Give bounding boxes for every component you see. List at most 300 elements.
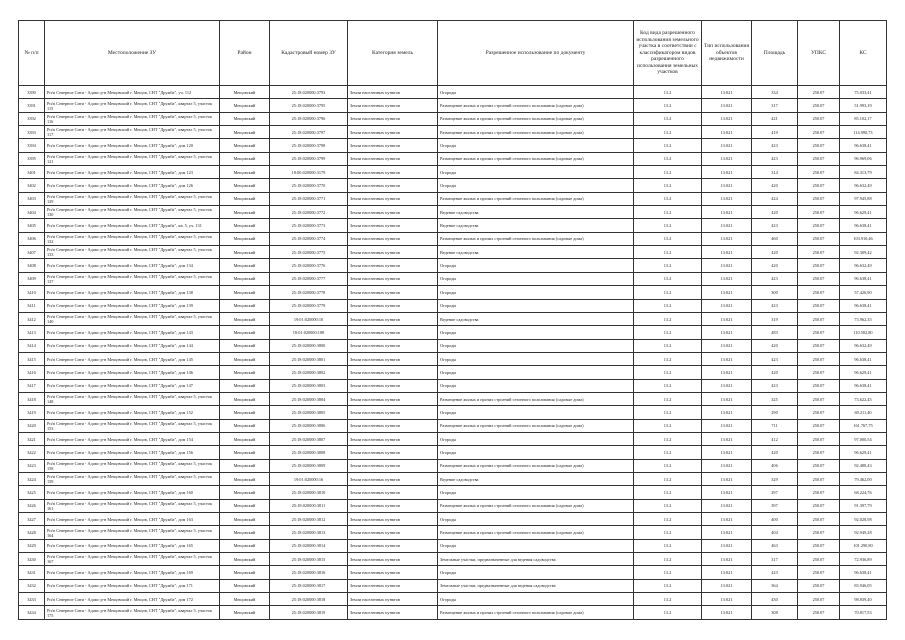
cell-ks: 96.638,41 xyxy=(840,352,887,365)
cell-permitted-use: Огороды xyxy=(438,286,634,299)
cell-num: 3407 xyxy=(19,246,45,259)
cell-area: 420 xyxy=(752,179,798,192)
cell-permitted-use: Ведение садоводства xyxy=(438,472,634,485)
cell-land-category: Земли населенных пунктов xyxy=(348,379,438,392)
cell-use-type-code: 13:021 xyxy=(702,232,752,245)
table-row xyxy=(19,566,887,579)
cell-land-category: Земли населенных пунктов xyxy=(348,246,438,259)
table-row xyxy=(19,246,887,259)
cell-ks: 97.000,54 xyxy=(840,432,887,445)
cell-region: Мещовский xyxy=(220,312,270,325)
cell-upks: 250.07 xyxy=(798,286,840,299)
cell-num: 3415 xyxy=(19,352,45,365)
cell-num: 3406 xyxy=(19,232,45,245)
cell-land-category: Земли населенных пунктов xyxy=(348,459,438,472)
cell-upks: 250.07 xyxy=(798,566,840,579)
cell-region: Мещовский xyxy=(220,499,270,512)
cell-num: 3422 xyxy=(19,446,45,459)
cell-land-category: Земли населенных пунктов xyxy=(348,232,438,245)
cell-area: 420 xyxy=(752,366,798,379)
cell-address: Рп/п Северное Сити - Адамс р-н Мещовский г. Мещов, СНТ "Дружба", дом 172 xyxy=(45,593,220,606)
cell-land-category: Земли населенных пунктов xyxy=(348,553,438,566)
cell-address: Рп/п Северное Сити - Адамс р-н Мещовский г. Мещов, СНТ "Дружба", дом 171 xyxy=(45,579,220,592)
cell-address: Рп/п Северное Сити - Адамс р-н Мещовский г. Мещов, СНТ "Дружба", квартал 5, участок 115 xyxy=(45,99,220,112)
cell-num: 3424 xyxy=(19,472,45,485)
cell-permitted-use: Огороды xyxy=(438,432,634,445)
cell-use-type-code: 13:021 xyxy=(702,486,752,499)
cell-ks: 85.102,17 xyxy=(840,112,887,125)
cell-permitted-use: Огороды xyxy=(438,539,634,552)
cell-upks: 250.07 xyxy=(798,406,840,419)
cell-num: 3433 xyxy=(19,593,45,606)
table-row xyxy=(19,339,887,352)
cell-land-category: Земли населенных пунктов xyxy=(348,326,438,339)
header-address: Местоположение ЗУ xyxy=(45,21,220,86)
cell-use-type-code: 13:021 xyxy=(702,513,752,526)
cell-area: 423 xyxy=(752,219,798,232)
cell-cadastral-number: 25:18:020000:3779 xyxy=(270,299,348,312)
cell-address: Рп/п Северное Сити - Адамс р-н Мещовский г. Мещов, СНТ "Дружба", квартал 5, участок 117 xyxy=(45,126,220,139)
cell-use-type-code: 13:021 xyxy=(702,566,752,579)
header-upks: УПКС xyxy=(798,21,840,86)
cell-land-category: Земли населенных пунктов xyxy=(348,166,438,179)
cell-region: Мещовский xyxy=(220,593,270,606)
cell-permitted-use: Огороды xyxy=(438,166,634,179)
cell-use-type-code: 13:021 xyxy=(702,392,752,405)
header-ks: КС xyxy=(840,21,887,86)
cell-ks: 97.945,88 xyxy=(840,192,887,205)
cell-address: Рп/п Северное Сити - Адамс р-н Мещовский г. Мещов, СНТ "Дружба", квартал 5, участок 164 xyxy=(45,526,220,539)
cell-land-category: Земли населенных пунктов xyxy=(348,299,438,312)
cell-land-category: Земли населенных пунктов xyxy=(348,272,438,285)
cell-num: 3409 xyxy=(19,272,45,285)
cell-upks: 250.07 xyxy=(798,99,840,112)
cell-cadastral-number: 25:18:020000:3810 xyxy=(270,486,348,499)
cell-use-code: 13.2 xyxy=(634,593,702,606)
table-row xyxy=(19,472,887,485)
cell-area: 483 xyxy=(752,326,798,339)
cell-use-code: 13.2 xyxy=(634,286,702,299)
cell-land-category: Земли населенных пунктов xyxy=(348,472,438,485)
cell-num: 3425 xyxy=(19,486,45,499)
cell-cadastral-number: 25:18:020000:3797 xyxy=(270,126,348,139)
cell-address: Рп/п Северное Сити - Адамс р-н Мещовский г. Мещов, СНТ "Дружба", квартал 5, участок 116 xyxy=(45,112,220,125)
cell-area: 300 xyxy=(752,286,798,299)
cell-land-category: Земли населенных пунктов xyxy=(348,152,438,165)
cell-address: Рп/п Северное Сити - Адамс р-н Мещовский г. Мещов, СНТ "Дружба", дом 139 xyxy=(45,299,220,312)
cell-area: 290 xyxy=(752,406,798,419)
cell-use-code: 13.2 xyxy=(634,379,702,392)
cell-land-category: Земли населенных пунктов xyxy=(348,206,438,219)
table-row xyxy=(19,379,887,392)
cell-region: Мещовский xyxy=(220,392,270,405)
cell-ks: 70.817,53 xyxy=(840,606,887,619)
cell-address: Рп/п Северное Сити - Адамс р-н Мещовский г. Мещов, СНТ "Дружба", дом 154 xyxy=(45,432,220,445)
cell-num: 3393 xyxy=(19,126,45,139)
cell-cadastral-number: 18:01:020000:188 xyxy=(270,326,348,339)
cell-cadastral-number: 25:18:020000:3775 xyxy=(270,246,348,259)
cell-cadastral-number: 25:18:020000:3814 xyxy=(270,539,348,552)
cell-use-type-code: 13:021 xyxy=(702,553,752,566)
header-land-category: Категория земель xyxy=(348,21,438,86)
cell-address: Рп/п Северное Сити - Адамс р-н Мещовский г. Мещов, СНТ "Дружба", квартал 5, участок 175 xyxy=(45,606,220,619)
cell-ks: 96.632,49 xyxy=(840,179,887,192)
header-use-code: Код вида разрешенного использования земельного участка в соответствии с классификатором видов разрешенного использования земельных участков xyxy=(634,21,702,86)
cell-use-code: 13.2 xyxy=(634,179,702,192)
cell-upks: 250.07 xyxy=(798,86,840,99)
cell-address: Рп/п Северное Сити - Адамс р-н Мещовский г. Мещов, СНТ "Дружба", квартал 5, участок 167 xyxy=(45,553,220,566)
table-row xyxy=(19,419,887,432)
cell-ks: 75.033,41 xyxy=(840,86,887,99)
cell-permitted-use: Огороды xyxy=(438,299,634,312)
cell-area: 325 xyxy=(752,392,798,405)
cell-ks: 96.638,41 xyxy=(840,139,887,152)
cell-permitted-use: Размещение жилых и прочих строений сезонного пользования (садовые дома) xyxy=(438,152,634,165)
cell-address: Рп/п Северное Сити - Адамс р-н Мещовский г. Мещов, СНТ "Дружба", дом 138 xyxy=(45,286,220,299)
cell-upks: 250.07 xyxy=(798,446,840,459)
header-cadastral-number: Кадастровый номер ЗУ xyxy=(270,21,348,86)
cell-permitted-use: Размещение жилых и прочих строений сезонного пользования (садовые дома) xyxy=(438,459,634,472)
table-row xyxy=(19,192,887,205)
cell-area: 420 xyxy=(752,206,798,219)
cell-num: 3418 xyxy=(19,392,45,405)
cell-cadastral-number: 25:18:020000:3796 xyxy=(270,112,348,125)
cell-cadastral-number: 25:18:020000:3817 xyxy=(270,579,348,592)
cell-ks: 72.936,89 xyxy=(840,553,887,566)
cell-use-code: 13.2 xyxy=(634,553,702,566)
cell-cadastral-number: 25:18:020000:3802 xyxy=(270,366,348,379)
cell-land-category: Земли населенных пунктов xyxy=(348,513,438,526)
cell-region: Мещовский xyxy=(220,299,270,312)
cell-use-code: 13.2 xyxy=(634,326,702,339)
cell-address: Рп/п Северное Сити - Адамс р-н Мещовский г. Мещов, СНТ "Дружба", дом 145 xyxy=(45,352,220,365)
cell-upks: 250.07 xyxy=(798,539,840,552)
cell-num: 3404 xyxy=(19,206,45,219)
cell-upks: 250.07 xyxy=(798,246,840,259)
cell-use-type-code: 13:021 xyxy=(702,366,752,379)
cell-use-type-code: 13:021 xyxy=(702,579,752,592)
cell-permitted-use: Огороды xyxy=(438,446,634,459)
cell-num: 3416 xyxy=(19,366,45,379)
table-row xyxy=(19,179,887,192)
cell-area: 404 xyxy=(752,526,798,539)
cell-ks: 91.397,79 xyxy=(840,499,887,512)
cell-use-type-code: 13:021 xyxy=(702,139,752,152)
cell-upks: 250.07 xyxy=(798,326,840,339)
cell-use-type-code: 13:021 xyxy=(702,152,752,165)
cadastral-table xyxy=(18,20,887,620)
cell-use-type-code: 13:021 xyxy=(702,219,752,232)
cell-permitted-use: Огороды xyxy=(438,339,634,352)
cell-upks: 250.07 xyxy=(798,459,840,472)
cell-cadastral-number: 25:18:020000:3774 xyxy=(270,232,348,245)
cell-land-category: Земли населенных пунктов xyxy=(348,566,438,579)
cell-cadastral-number: 25:18:020000:3770 xyxy=(270,179,348,192)
cell-land-category: Земли населенных пунктов xyxy=(348,139,438,152)
cell-region: Мещовский xyxy=(220,446,270,459)
cell-address: Рп/п Северное Сити - Адамс р-н Мещовский г. Мещов, СНТ "Дружба", дом 120 xyxy=(45,139,220,152)
cell-ks: 103.910,46 xyxy=(840,232,887,245)
cell-upks: 250.07 xyxy=(798,206,840,219)
cell-upks: 250.07 xyxy=(798,179,840,192)
cell-region: Мещовский xyxy=(220,112,270,125)
table-row xyxy=(19,112,887,125)
cell-use-type-code: 13:021 xyxy=(702,432,752,445)
cell-use-type-code: 13:021 xyxy=(702,272,752,285)
cell-cadastral-number: 25:18:020000:3773 xyxy=(270,219,348,232)
cell-upks: 250.07 xyxy=(798,419,840,432)
cell-area: 317 xyxy=(752,553,798,566)
cell-area: 317 xyxy=(752,99,798,112)
cell-area: 423 xyxy=(752,139,798,152)
cell-land-category: Земли населенных пунктов xyxy=(348,179,438,192)
cell-use-code: 13.2 xyxy=(634,312,702,325)
cell-use-type-code: 13:021 xyxy=(702,419,752,432)
cell-region: Мещовский xyxy=(220,219,270,232)
cell-use-code: 13.2 xyxy=(634,513,702,526)
cell-area: 423 xyxy=(752,299,798,312)
cell-use-type-code: 13:021 xyxy=(702,593,752,606)
cell-cadastral-number: 25:18:020000:3776 xyxy=(270,259,348,272)
table-row xyxy=(19,352,887,365)
cell-use-code: 13.2 xyxy=(634,139,702,152)
cell-land-category: Земли населенных пунктов xyxy=(348,112,438,125)
cell-region: Мещовский xyxy=(220,486,270,499)
table-row xyxy=(19,139,887,152)
cell-permitted-use: Размещение жилых и прочих строений сезонного пользования (садовые дома) xyxy=(438,112,634,125)
table-row xyxy=(19,126,887,139)
cell-land-category: Земли населенных пунктов xyxy=(348,579,438,592)
cell-upks: 250.07 xyxy=(798,526,840,539)
cell-region: Мещовский xyxy=(220,406,270,419)
cell-area: 400 xyxy=(752,513,798,526)
cell-permitted-use: Земельные участки, предназначенные для ведения садоводства xyxy=(438,579,634,592)
cell-use-code: 13.2 xyxy=(634,299,702,312)
cell-use-code: 13.2 xyxy=(634,352,702,365)
cell-address: Рп/п Северное Сити - Адамс р-н Мещовский г. Мещов, СНТ "Дружба", квартал 5, участок 140 xyxy=(45,312,220,325)
cell-address: Рп/п Северное Сити - Адамс р-н Мещовский г. Мещов, СНТ "Дружба", дом 160 xyxy=(45,486,220,499)
cell-use-code: 13.2 xyxy=(634,166,702,179)
cell-land-category: Земли населенных пунктов xyxy=(348,312,438,325)
cell-region: Мещовский xyxy=(220,352,270,365)
table-row xyxy=(19,206,887,219)
cell-cadastral-number: 25:18:020000:3798 xyxy=(270,139,348,152)
cell-use-type-code: 13:021 xyxy=(702,352,752,365)
cell-num: 3408 xyxy=(19,259,45,272)
cell-upks: 250.07 xyxy=(798,299,840,312)
cell-num: 3405 xyxy=(19,219,45,232)
cell-address: Рп/п Северное Сити - Адамс р-н Мещовский г. Мещов, СНТ "Дружба", дом 156 xyxy=(45,446,220,459)
cell-num: 3434 xyxy=(19,606,45,619)
cell-use-code: 13.2 xyxy=(634,366,702,379)
cell-ks: 96.632,49 xyxy=(840,339,887,352)
cell-permitted-use: Огороды xyxy=(438,86,634,99)
table-header-row xyxy=(19,21,887,86)
table-row xyxy=(19,539,887,552)
cell-region: Мещовский xyxy=(220,472,270,485)
cell-address: Рп/п Северное Сити - Адамс р-н Мещовский г. Мещов, СНТ "Дружба", дом 134 xyxy=(45,259,220,272)
cell-use-type-code: 13:021 xyxy=(702,99,752,112)
cell-cadastral-number: 25:18:020000:3777 xyxy=(270,272,348,285)
cell-ks: 98.839,40 xyxy=(840,593,887,606)
cell-use-code: 13.2 xyxy=(634,526,702,539)
cell-ks: 73.622,45 xyxy=(840,392,887,405)
cell-cadastral-number: 25:18:020000:3805 xyxy=(270,406,348,419)
cell-use-code: 13.2 xyxy=(634,459,702,472)
cell-permitted-use: Огороды xyxy=(438,259,634,272)
table-row xyxy=(19,366,887,379)
cell-address: Рп/п Северное Сити - Адамс р-н Мещовский г. Мещов, СНТ "Дружба", уч. 112 xyxy=(45,86,220,99)
cell-cadastral-number: 25:18:020000:3807 xyxy=(270,432,348,445)
cell-permitted-use: Размещение жилых и прочих строений сезонного пользования (садовые дома) xyxy=(438,499,634,512)
cell-area: 329 xyxy=(752,472,798,485)
cell-region: Мещовский xyxy=(220,539,270,552)
cell-use-type-code: 13:021 xyxy=(702,312,752,325)
cell-upks: 250.07 xyxy=(798,232,840,245)
cell-address: Рп/п Северное Сити - Адамс р-н Мещовский г. Мещов, СНТ "Дружба", квартал 5, участок 137 xyxy=(45,272,220,285)
cell-land-category: Земли населенных пунктов xyxy=(348,86,438,99)
cell-permitted-use: Ведение садоводства xyxy=(438,219,634,232)
cell-cadastral-number: 25:18:020000:3813 xyxy=(270,526,348,539)
cell-region: Мещовский xyxy=(220,513,270,526)
cell-address: Рп/п Северное Сити - Адамс р-н Мещовский г. Мещов, СНТ "Дружба", дом 165 xyxy=(45,539,220,552)
cell-use-type-code: 13:021 xyxy=(702,179,752,192)
cell-permitted-use: Ведение садоводства xyxy=(438,206,634,219)
cell-permitted-use: Огороды xyxy=(438,179,634,192)
cell-permitted-use: Размещение жилых и прочих строений сезонного пользования (садовые дома) xyxy=(438,526,634,539)
cell-upks: 250.07 xyxy=(798,192,840,205)
cell-use-type-code: 13:021 xyxy=(702,379,752,392)
cell-ks: 96.638,41 xyxy=(840,272,887,285)
cell-address: Рп/п Северное Сити - Адамс р-н Мещовский г. Мещов, СНТ "Дружба", дом 147 xyxy=(45,379,220,392)
cell-address: Рп/п Северное Сити - Адамс р-н Мещовский г. Мещов, СНТ "Дружба", дом 169 xyxy=(45,566,220,579)
cell-region: Мещовский xyxy=(220,379,270,392)
cell-use-type-code: 13:021 xyxy=(702,166,752,179)
cell-permitted-use: Огороды xyxy=(438,486,634,499)
cell-region: Мещовский xyxy=(220,579,270,592)
cell-ks: 101.290,80 xyxy=(840,539,887,552)
cell-num: 3402 xyxy=(19,179,45,192)
cell-land-category: Земли населенных пунктов xyxy=(348,486,438,499)
cell-use-code: 13.2 xyxy=(634,246,702,259)
cell-upks: 250.07 xyxy=(798,352,840,365)
cell-use-type-code: 13:021 xyxy=(702,326,752,339)
cell-region: Мещовский xyxy=(220,419,270,432)
table-row xyxy=(19,326,887,339)
cell-num: 3423 xyxy=(19,459,45,472)
cell-cadastral-number: 25:18:020000:3819 xyxy=(270,606,348,619)
cell-ks: 92.949,28 xyxy=(840,526,887,539)
cell-cadastral-number: 25:18:020000:3778 xyxy=(270,286,348,299)
cell-use-code: 13.2 xyxy=(634,392,702,405)
cell-address: Рп/п Северное Сити - Адамс р-н Мещовский г. Мещов, СНТ "Дружба", дом 143 xyxy=(45,326,220,339)
header-permitted-use: Разрешенное использование по документу xyxy=(438,21,634,86)
table-row xyxy=(19,232,887,245)
cell-use-type-code: 13:021 xyxy=(702,472,752,485)
cell-area: 423 xyxy=(752,352,798,365)
cell-ks: 161.767,75 xyxy=(840,419,887,432)
cell-area: 297 xyxy=(752,486,798,499)
cell-use-code: 13.2 xyxy=(634,419,702,432)
cell-use-code: 13.2 xyxy=(634,486,702,499)
cell-num: 3419 xyxy=(19,406,45,419)
cell-permitted-use: Огороды xyxy=(438,326,634,339)
cell-use-type-code: 13:021 xyxy=(702,286,752,299)
cell-area: 308 xyxy=(752,606,798,619)
cell-region: Мещовский xyxy=(220,259,270,272)
cell-cadastral-number: 19:01:020000:16 xyxy=(270,472,348,485)
cell-land-category: Земли населенных пунктов xyxy=(348,126,438,139)
cell-ks: 83.946,05 xyxy=(840,579,887,592)
cell-ks: 96.629,41 xyxy=(840,366,887,379)
cell-num: 3421 xyxy=(19,432,45,445)
table-row xyxy=(19,286,887,299)
cell-use-type-code: 13:021 xyxy=(702,539,752,552)
cell-area: 423 xyxy=(752,379,798,392)
cell-use-type-code: 13:021 xyxy=(702,86,752,99)
cell-region: Мещовский xyxy=(220,152,270,165)
cell-address: Рп/п Северное Сити - Адамс р-н Мещовский г. Мещов, СНТ "Дружба", дом 144 xyxy=(45,339,220,352)
cell-region: Мещовский xyxy=(220,606,270,619)
cell-ks: 79.462,00 xyxy=(840,472,887,485)
cell-address: Рп/п Северное Сити - Адамс р-н Мещовский г. Мещов, СНТ "Дружба", кв. 5, уч. 131 xyxy=(45,219,220,232)
cell-upks: 250.07 xyxy=(798,593,840,606)
table-row xyxy=(19,392,887,405)
cell-use-code: 13.2 xyxy=(634,86,702,99)
cell-permitted-use: Огороды xyxy=(438,366,634,379)
cell-land-category: Земли населенных пунктов xyxy=(348,99,438,112)
cell-area: 424 xyxy=(752,192,798,205)
table-body xyxy=(19,86,887,620)
cell-region: Мещовский xyxy=(220,232,270,245)
cell-num: 3417 xyxy=(19,379,45,392)
table-row xyxy=(19,513,887,526)
cell-permitted-use: Огороды xyxy=(438,406,634,419)
cell-land-category: Земли населенных пунктов xyxy=(348,406,438,419)
cell-num: 3414 xyxy=(19,339,45,352)
cell-cadastral-number: 25:18:020000:3815 xyxy=(270,553,348,566)
cell-num: 3420 xyxy=(19,419,45,432)
cell-permitted-use: Размещение жилых и прочих строений сезонного пользования (садовые дома) xyxy=(438,99,634,112)
cell-land-category: Земли населенных пунктов xyxy=(348,432,438,445)
cell-ks: 96.638,41 xyxy=(840,219,887,232)
table-row xyxy=(19,259,887,272)
cell-ks: 92.028,98 xyxy=(840,513,887,526)
cell-use-code: 13.2 xyxy=(634,579,702,592)
cell-use-type-code: 13:021 xyxy=(702,406,752,419)
cell-upks: 250.07 xyxy=(798,272,840,285)
cell-region: Мещовский xyxy=(220,126,270,139)
cell-region: Мещовский xyxy=(220,553,270,566)
cell-use-code: 13.2 xyxy=(634,446,702,459)
cell-area: 423 xyxy=(752,272,798,285)
cell-use-type-code: 13:021 xyxy=(702,446,752,459)
cell-address: Рп/п Северное Сити - Адамс р-н Мещовский г. Мещов, СНТ "Дружба", квартал 5, участок 133 xyxy=(45,246,220,259)
cell-upks: 250.07 xyxy=(798,219,840,232)
cell-num: 3390 xyxy=(19,86,45,99)
cell-use-code: 13.2 xyxy=(634,472,702,485)
cell-region: Мещовский xyxy=(220,206,270,219)
cell-upks: 250.07 xyxy=(798,312,840,325)
cell-use-type-code: 13:021 xyxy=(702,206,752,219)
cell-use-code: 13.2 xyxy=(634,432,702,445)
cell-permitted-use: Ведение садоводства xyxy=(438,312,634,325)
header-use-type-code: Тип использования объектов недвижимости xyxy=(702,21,752,86)
cell-upks: 250.07 xyxy=(798,513,840,526)
cell-permitted-use: Ведение садоводства xyxy=(438,246,634,259)
cell-land-category: Земли населенных пунктов xyxy=(348,593,438,606)
table-row xyxy=(19,152,887,165)
